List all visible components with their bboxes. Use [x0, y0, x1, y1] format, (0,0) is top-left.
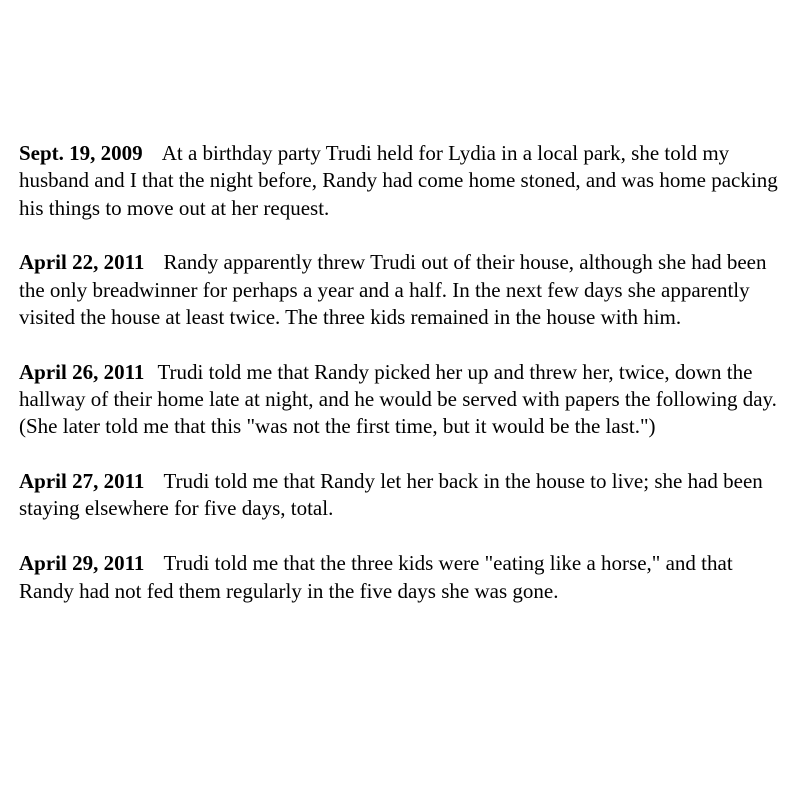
entry-2011-04-22 [19, 249, 789, 331]
entry-2009-09-19 [19, 140, 789, 222]
entry-text: Trudi told me that Randy picked her up and threw her, twice, down the hallway of their home late at night, and he would be served with papers the following day. (She later told me that this "was not the first time, but it would be the last.") [19, 359, 777, 439]
entry-text: Trudi told me that the three kids were "eating like a horse," and that Randy had not fed them regularly in the five days she was gone. [19, 551, 733, 603]
entry-2011-04-29 [19, 550, 789, 605]
entry-date: April 22, 2011 [19, 250, 145, 275]
entry-2011-04-26 [19, 359, 789, 441]
entry-date: April 29, 2011 [19, 551, 145, 576]
entry-2011-04-27 [19, 468, 789, 523]
entry-date: April 27, 2011 [19, 469, 145, 494]
document-body [19, 140, 789, 632]
entry-text: Trudi told me that Randy let her back in the house to live; she had been staying elsewhere for five days, total. [19, 469, 763, 521]
entry-text: Randy apparently threw Trudi out of their house, although she had been the only breadwinner for perhaps a year and a half. In the next few days she apparently visited the house at least twice. The three kids remained in the house with him. [19, 250, 767, 329]
entry-date: April 26, 2011 [19, 359, 145, 384]
entry-date: Sept. 19, 2009 [19, 141, 143, 165]
entry-text: At a birthday party Trudi held for Lydia in a local park, she told my husband and I that the night before, Randy had come home stoned, and was home packing his things to move out at her request. [19, 141, 778, 220]
